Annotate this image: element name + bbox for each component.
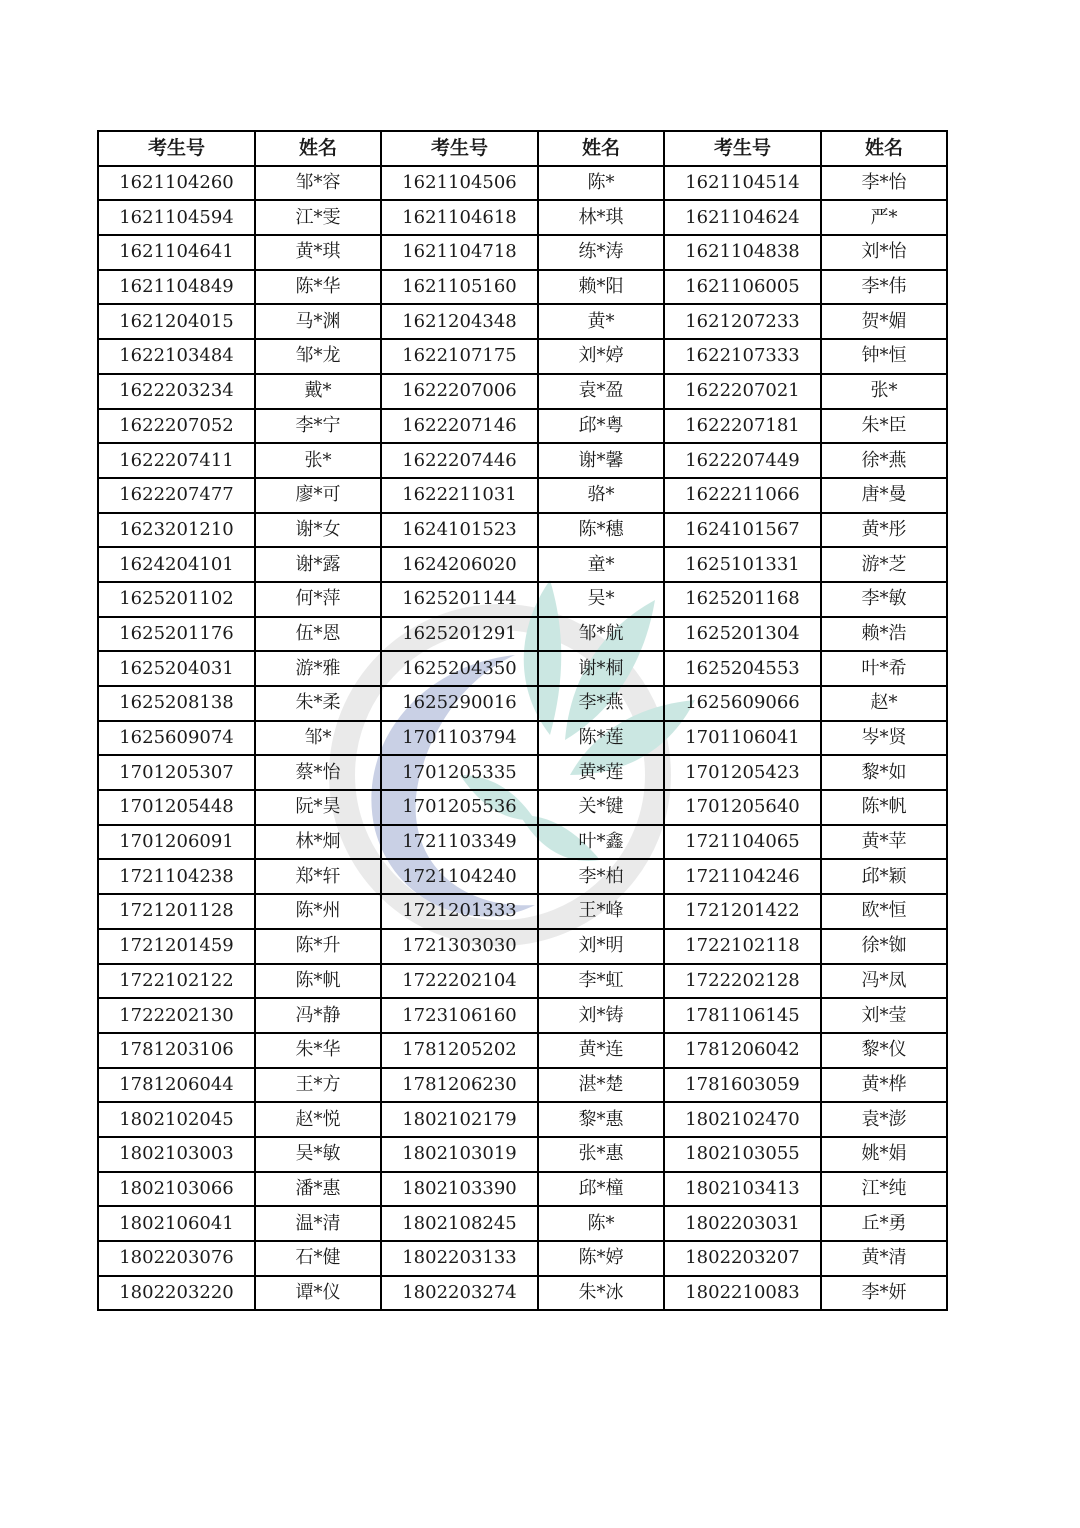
candidate-name-cell: 邱*粤 (538, 409, 664, 444)
candidate-name-cell: 张* (255, 443, 381, 478)
candidate-name-cell: 赵*悦 (255, 1102, 381, 1137)
column-header-candidate-number: 考生号 (381, 131, 538, 166)
candidate-number-cell: 1721104240 (381, 859, 538, 894)
candidate-name-cell: 陈*婷 (538, 1241, 664, 1276)
candidate-number-cell: 1802102179 (381, 1102, 538, 1137)
table-row (98, 617, 947, 652)
candidate-number-cell: 1622207021 (664, 374, 821, 409)
candidate-number-cell: 1623201210 (98, 513, 255, 548)
candidate-name-cell: 李*虹 (538, 964, 664, 999)
candidate-name-cell: 刘*婷 (538, 339, 664, 374)
candidate-number-cell: 1621104641 (98, 235, 255, 270)
candidate-number-cell: 1622207181 (664, 409, 821, 444)
candidate-number-cell: 1722202128 (664, 964, 821, 999)
table-row (98, 1137, 947, 1172)
candidate-name-cell: 冯*凤 (821, 964, 947, 999)
candidate-number-cell: 1701206091 (98, 825, 255, 860)
table-row (98, 1068, 947, 1103)
candidate-number-cell: 1802203220 (98, 1276, 255, 1311)
candidate-number-cell: 1622107333 (664, 339, 821, 374)
candidate-name-cell: 姚*娟 (821, 1137, 947, 1172)
candidate-name-cell: 黄*清 (821, 1241, 947, 1276)
candidate-number-cell: 1701106041 (664, 721, 821, 756)
candidate-number-cell: 1622207006 (381, 374, 538, 409)
candidate-name-cell: 邹* (255, 721, 381, 756)
candidate-name-cell: 陈*帆 (821, 790, 947, 825)
candidate-name-cell: 马*渊 (255, 304, 381, 339)
candidate-number-cell: 1802102045 (98, 1102, 255, 1137)
table-row (98, 651, 947, 686)
candidate-name-cell: 黄*桦 (821, 1068, 947, 1103)
candidate-number-cell: 1625204031 (98, 651, 255, 686)
candidate-name-cell: 李*伟 (821, 270, 947, 305)
table-row (98, 304, 947, 339)
candidate-number-cell: 1624101523 (381, 513, 538, 548)
candidate-number-cell: 1625201168 (664, 582, 821, 617)
candidate-number-cell: 1622211031 (381, 478, 538, 513)
candidate-name-cell: 谢*馨 (538, 443, 664, 478)
candidate-name-cell: 邹*容 (255, 166, 381, 201)
table-row (98, 1241, 947, 1276)
candidate-name-cell: 阮*昊 (255, 790, 381, 825)
candidate-number-cell: 1625609074 (98, 721, 255, 756)
candidate-name-cell: 黄* (538, 304, 664, 339)
candidate-number-cell: 1802203031 (664, 1206, 821, 1241)
candidate-name-cell: 张*惠 (538, 1137, 664, 1172)
candidate-number-cell: 1625208138 (98, 686, 255, 721)
candidate-name-cell: 廖*可 (255, 478, 381, 513)
candidate-number-cell: 1701205448 (98, 790, 255, 825)
candidate-number-cell: 1621104506 (381, 166, 538, 201)
column-header-name: 姓名 (821, 131, 947, 166)
candidate-name-cell: 张* (821, 374, 947, 409)
candidate-number-cell: 1723106160 (381, 998, 538, 1033)
candidate-name-cell: 游*雅 (255, 651, 381, 686)
candidate-name-cell: 邹*龙 (255, 339, 381, 374)
candidate-number-cell: 1722202104 (381, 964, 538, 999)
candidate-name-cell: 徐*燕 (821, 443, 947, 478)
candidate-name-cell: 游*芝 (821, 547, 947, 582)
candidate-name-cell: 陈*州 (255, 894, 381, 929)
candidate-name-cell: 黎*惠 (538, 1102, 664, 1137)
candidate-number-cell: 1781206042 (664, 1033, 821, 1068)
candidate-number-cell: 1802102470 (664, 1102, 821, 1137)
table-row (98, 513, 947, 548)
candidate-name-cell: 林*炯 (255, 825, 381, 860)
candidate-name-cell: 黄*苹 (821, 825, 947, 860)
candidate-name-cell: 黄*彤 (821, 513, 947, 548)
candidate-number-cell: 1625290016 (381, 686, 538, 721)
candidate-name-cell: 黄*连 (538, 1033, 664, 1068)
table-header-row (98, 131, 947, 166)
candidate-name-cell: 李*宁 (255, 409, 381, 444)
candidate-number-cell: 1621104618 (381, 200, 538, 235)
candidate-name-cell: 何*萍 (255, 582, 381, 617)
candidate-number-cell: 1802203207 (664, 1241, 821, 1276)
candidate-name-cell: 邱*颖 (821, 859, 947, 894)
candidate-number-cell: 1622207477 (98, 478, 255, 513)
candidate-number-cell: 1621104718 (381, 235, 538, 270)
candidate-name-cell: 童* (538, 547, 664, 582)
candidate-number-cell: 1625609066 (664, 686, 821, 721)
candidate-number-cell: 1721201333 (381, 894, 538, 929)
candidate-number-cell: 1622207446 (381, 443, 538, 478)
table-row (98, 200, 947, 235)
candidate-name-cell: 叶*鑫 (538, 825, 664, 860)
candidate-number-cell: 1781603059 (664, 1068, 821, 1103)
column-header-candidate-number: 考生号 (98, 131, 255, 166)
table-row (98, 374, 947, 409)
candidate-name-cell: 陈* (538, 166, 664, 201)
candidate-name-cell: 蔡*怡 (255, 755, 381, 790)
candidate-number-cell: 1721104238 (98, 859, 255, 894)
candidate-name-cell: 王*方 (255, 1068, 381, 1103)
table-row (98, 443, 947, 478)
table-row (98, 686, 947, 721)
table-row (98, 859, 947, 894)
column-header-candidate-number: 考生号 (664, 131, 821, 166)
table-row (98, 478, 947, 513)
table-row (98, 235, 947, 270)
candidate-number-cell: 1622207052 (98, 409, 255, 444)
candidate-name-cell: 李*妍 (821, 1276, 947, 1311)
candidate-number-cell: 1624204101 (98, 547, 255, 582)
candidate-number-cell: 1721103349 (381, 825, 538, 860)
candidate-number-cell: 1721104065 (664, 825, 821, 860)
candidate-name-cell: 练*涛 (538, 235, 664, 270)
candidate-number-cell: 1625204553 (664, 651, 821, 686)
candidate-name-cell: 刘*莹 (821, 998, 947, 1033)
candidate-number-cell: 1622211066 (664, 478, 821, 513)
candidate-number-cell: 1781206230 (381, 1068, 538, 1103)
candidate-name-cell: 谢*女 (255, 513, 381, 548)
candidate-name-cell: 陈*华 (255, 270, 381, 305)
candidate-number-cell: 1721303030 (381, 929, 538, 964)
candidate-number-cell: 1621106005 (664, 270, 821, 305)
candidate-number-cell: 1622207146 (381, 409, 538, 444)
candidate-number-cell: 1802108245 (381, 1206, 538, 1241)
candidate-number-cell: 1781106145 (664, 998, 821, 1033)
candidate-name-cell: 黄*莲 (538, 755, 664, 790)
candidate-name-cell: 朱*臣 (821, 409, 947, 444)
candidate-number-cell: 1622107175 (381, 339, 538, 374)
candidate-roster-table (97, 130, 948, 1311)
candidate-name-cell: 严* (821, 200, 947, 235)
candidate-number-cell: 1625201176 (98, 617, 255, 652)
candidate-number-cell: 1621104260 (98, 166, 255, 201)
candidate-number-cell: 1621207233 (664, 304, 821, 339)
candidate-number-cell: 1721201422 (664, 894, 821, 929)
candidate-number-cell: 1802103055 (664, 1137, 821, 1172)
candidate-number-cell: 1622207411 (98, 443, 255, 478)
candidate-name-cell: 岑*贤 (821, 721, 947, 756)
candidate-name-cell: 贺*媚 (821, 304, 947, 339)
table-row (98, 1276, 947, 1311)
candidate-number-cell: 1701205536 (381, 790, 538, 825)
candidate-number-cell: 1802106041 (98, 1206, 255, 1241)
candidate-number-cell: 1722102118 (664, 929, 821, 964)
table-body (98, 166, 947, 1311)
candidate-name-cell: 江*雯 (255, 200, 381, 235)
candidate-name-cell: 吴* (538, 582, 664, 617)
candidate-name-cell: 湛*楚 (538, 1068, 664, 1103)
candidate-number-cell: 1621104514 (664, 166, 821, 201)
candidate-name-cell: 赖*阳 (538, 270, 664, 305)
candidate-number-cell: 1621204015 (98, 304, 255, 339)
candidate-number-cell: 1781206044 (98, 1068, 255, 1103)
candidate-number-cell: 1625204350 (381, 651, 538, 686)
table-row (98, 790, 947, 825)
candidate-number-cell: 1622203234 (98, 374, 255, 409)
candidate-name-cell: 石*健 (255, 1241, 381, 1276)
candidate-name-cell: 李*燕 (538, 686, 664, 721)
candidate-name-cell: 谭*仪 (255, 1276, 381, 1311)
candidate-number-cell: 1802103003 (98, 1137, 255, 1172)
table-row (98, 582, 947, 617)
column-header-name: 姓名 (255, 131, 381, 166)
candidate-number-cell: 1701205335 (381, 755, 538, 790)
candidate-name-cell: 郑*轩 (255, 859, 381, 894)
candidate-number-cell: 1701103794 (381, 721, 538, 756)
table-row (98, 1172, 947, 1207)
candidate-name-cell: 关*键 (538, 790, 664, 825)
candidate-number-cell: 1622207449 (664, 443, 821, 478)
candidate-name-cell: 骆* (538, 478, 664, 513)
candidate-name-cell: 赖*浩 (821, 617, 947, 652)
candidate-number-cell: 1701205640 (664, 790, 821, 825)
candidate-name-cell: 陈*穗 (538, 513, 664, 548)
candidate-name-cell: 欧*恒 (821, 894, 947, 929)
candidate-name-cell: 刘*铸 (538, 998, 664, 1033)
table-row (98, 964, 947, 999)
candidate-number-cell: 1625201291 (381, 617, 538, 652)
candidate-number-cell: 1802103390 (381, 1172, 538, 1207)
candidate-number-cell: 1621104838 (664, 235, 821, 270)
candidate-number-cell: 1621104624 (664, 200, 821, 235)
candidate-number-cell: 1701205307 (98, 755, 255, 790)
table-row (98, 1206, 947, 1241)
candidate-name-cell: 刘*明 (538, 929, 664, 964)
table-row (98, 929, 947, 964)
candidate-name-cell: 李*怡 (821, 166, 947, 201)
candidate-name-cell: 叶*希 (821, 651, 947, 686)
candidate-number-cell: 1621104594 (98, 200, 255, 235)
candidate-name-cell: 陈* (538, 1206, 664, 1241)
candidate-name-cell: 陈*升 (255, 929, 381, 964)
candidate-name-cell: 邹*航 (538, 617, 664, 652)
candidate-name-cell: 吴*敏 (255, 1137, 381, 1172)
table-row (98, 998, 947, 1033)
table-row (98, 894, 947, 929)
candidate-number-cell: 1625201304 (664, 617, 821, 652)
candidate-name-cell: 黄*琪 (255, 235, 381, 270)
candidate-name-cell: 朱*冰 (538, 1276, 664, 1311)
candidate-number-cell: 1622103484 (98, 339, 255, 374)
candidate-number-cell: 1722102122 (98, 964, 255, 999)
candidate-name-cell: 戴* (255, 374, 381, 409)
candidate-number-cell: 1621105160 (381, 270, 538, 305)
table-row (98, 1102, 947, 1137)
table-row (98, 339, 947, 374)
candidate-name-cell: 徐*铷 (821, 929, 947, 964)
candidate-number-cell: 1721201459 (98, 929, 255, 964)
candidate-number-cell: 1802203076 (98, 1241, 255, 1276)
candidate-name-cell: 谢*桐 (538, 651, 664, 686)
table-row (98, 270, 947, 305)
candidate-name-cell: 王*峰 (538, 894, 664, 929)
candidate-number-cell: 1721201128 (98, 894, 255, 929)
candidate-name-cell: 邱*橦 (538, 1172, 664, 1207)
candidate-number-cell: 1802103413 (664, 1172, 821, 1207)
candidate-name-cell: 刘*怡 (821, 235, 947, 270)
candidate-name-cell: 朱*柔 (255, 686, 381, 721)
column-header-name: 姓名 (538, 131, 664, 166)
candidate-number-cell: 1624206020 (381, 547, 538, 582)
candidate-name-cell: 陈*莲 (538, 721, 664, 756)
candidate-name-cell: 袁*澎 (821, 1102, 947, 1137)
candidate-name-cell: 黎*如 (821, 755, 947, 790)
candidate-name-cell: 潘*惠 (255, 1172, 381, 1207)
candidate-number-cell: 1721104246 (664, 859, 821, 894)
candidate-number-cell: 1781203106 (98, 1033, 255, 1068)
candidate-name-cell: 钟*恒 (821, 339, 947, 374)
table-row (98, 1033, 947, 1068)
candidate-name-cell: 黎*仪 (821, 1033, 947, 1068)
candidate-number-cell: 1802203133 (381, 1241, 538, 1276)
table-row (98, 409, 947, 444)
candidate-name-cell: 袁*盈 (538, 374, 664, 409)
candidate-name-cell: 冯*静 (255, 998, 381, 1033)
candidate-number-cell: 1621104849 (98, 270, 255, 305)
candidate-name-cell: 谢*露 (255, 547, 381, 582)
candidate-number-cell: 1802103066 (98, 1172, 255, 1207)
table-row (98, 755, 947, 790)
candidate-name-cell: 朱*华 (255, 1033, 381, 1068)
candidate-name-cell: 赵* (821, 686, 947, 721)
candidate-name-cell: 丘*勇 (821, 1206, 947, 1241)
candidate-number-cell: 1802210083 (664, 1276, 821, 1311)
candidate-name-cell: 李*柏 (538, 859, 664, 894)
table-row (98, 825, 947, 860)
candidate-name-cell: 唐*曼 (821, 478, 947, 513)
candidate-name-cell: 温*清 (255, 1206, 381, 1241)
table-row (98, 166, 947, 201)
candidate-number-cell: 1802203274 (381, 1276, 538, 1311)
candidate-number-cell: 1621204348 (381, 304, 538, 339)
candidate-number-cell: 1624101567 (664, 513, 821, 548)
table-row (98, 721, 947, 756)
candidate-name-cell: 江*纯 (821, 1172, 947, 1207)
candidate-name-cell: 陈*帆 (255, 964, 381, 999)
candidate-number-cell: 1781205202 (381, 1033, 538, 1068)
candidate-number-cell: 1625201144 (381, 582, 538, 617)
candidate-number-cell: 1802103019 (381, 1137, 538, 1172)
candidate-number-cell: 1625101331 (664, 547, 821, 582)
candidate-name-cell: 伍*恩 (255, 617, 381, 652)
candidate-number-cell: 1722202130 (98, 998, 255, 1033)
candidate-number-cell: 1625201102 (98, 582, 255, 617)
candidate-name-cell: 林*琪 (538, 200, 664, 235)
candidate-name-cell: 李*敏 (821, 582, 947, 617)
table-row (98, 547, 947, 582)
candidate-number-cell: 1701205423 (664, 755, 821, 790)
